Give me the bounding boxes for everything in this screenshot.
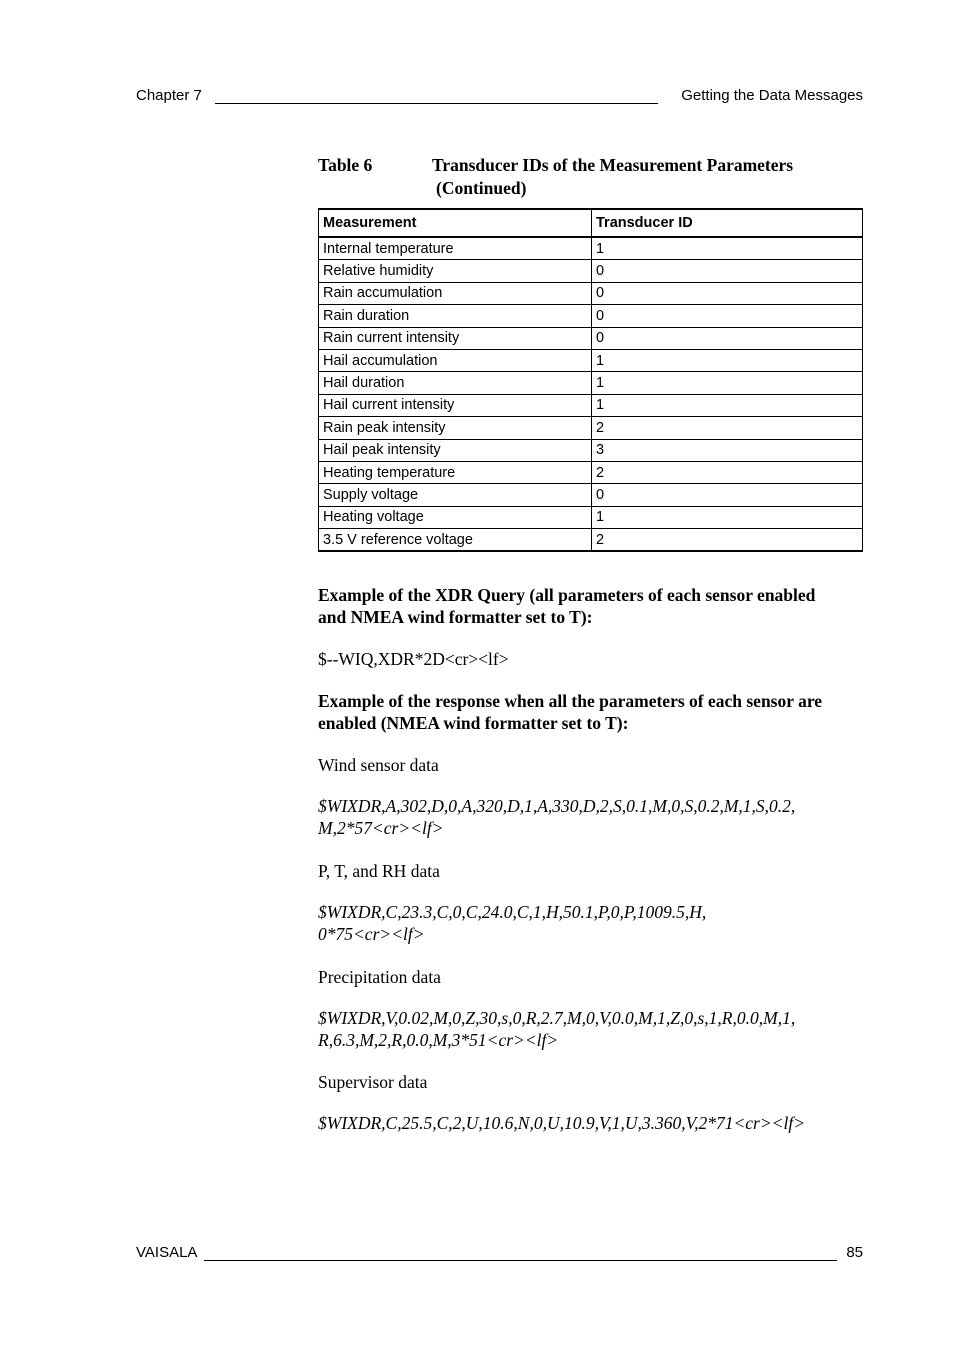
section-title: Getting the Data Messages [681, 87, 863, 104]
transducer-id-cell: 0 [592, 305, 863, 327]
measurement-cell: Hail duration [319, 372, 592, 394]
query-heading [318, 584, 863, 628]
measurement-cell: Supply voltage [319, 484, 592, 506]
table-row [319, 349, 863, 371]
table-row [319, 305, 863, 327]
precip-response-line2: R,6.3,M,2,R,0.0,M,3*51<cr><lf> [318, 1030, 559, 1050]
transducer-id-cell: 0 [592, 484, 863, 506]
table-row [319, 529, 863, 552]
table-row [319, 439, 863, 461]
measurement-cell: Rain current intensity [319, 327, 592, 349]
page-number: 85 [846, 1244, 863, 1261]
measurement-cell: Heating temperature [319, 461, 592, 483]
table-row [319, 237, 863, 260]
measurement-cell: Internal temperature [319, 237, 592, 260]
table-row [319, 260, 863, 282]
header-rule [215, 103, 658, 104]
wind-label: Wind sensor data [318, 755, 439, 775]
precip-label: Precipitation data [318, 967, 441, 987]
table-row [319, 417, 863, 439]
query-heading-line2: and NMEA wind formatter set to T): [318, 607, 593, 627]
response-heading-line2: enabled (NMEA wind formatter set to T): [318, 713, 629, 733]
wind-response-line1: $WIXDR,A,302,D,0,A,320,D,1,A,330,D,2,S,0.1,M,0,S,0.2,M,1,S,0.2, [318, 796, 796, 816]
query-heading-line1: Example of the XDR Query (all parameters of each sensor enabled [318, 585, 816, 605]
transducer-id-cell: 1 [592, 394, 863, 416]
company-name: VAISALA [136, 1244, 198, 1261]
transducer-id-cell: 0 [592, 282, 863, 304]
table-title-line2: (Continued) [436, 178, 527, 198]
measurement-cell: Hail accumulation [319, 349, 592, 371]
transducer-id-cell: 1 [592, 372, 863, 394]
measurement-cell: Rain accumulation [319, 282, 592, 304]
measurement-cell: Relative humidity [319, 260, 592, 282]
response-heading [318, 690, 863, 734]
column-header-transducer-id: Transducer ID [592, 209, 863, 237]
table-row [319, 506, 863, 528]
transducer-id-cell: 2 [592, 417, 863, 439]
transducer-id-cell: 2 [592, 461, 863, 483]
table-title-line1: Transducer IDs of the Measurement Parameters [432, 155, 794, 175]
pth-response-line1: $WIXDR,C,23.3,C,0,C,24.0,C,1,H,50.1,P,0,P,1009.5,H, [318, 902, 707, 922]
wind-response-line2: M,2*57<cr><lf> [318, 818, 444, 838]
measurement-cell: Hail current intensity [319, 394, 592, 416]
table-row [319, 461, 863, 483]
measurement-cell: 3.5 V reference voltage [319, 529, 592, 552]
measurement-cell: Heating voltage [319, 506, 592, 528]
chapter-label: Chapter 7 [136, 87, 202, 104]
transducer-table [318, 208, 863, 552]
table-row [319, 282, 863, 304]
transducer-id-cell: 1 [592, 506, 863, 528]
pth-response [318, 901, 863, 945]
table-row [319, 394, 863, 416]
pth-label: P, T, and RH data [318, 861, 440, 881]
transducer-id-cell: 0 [592, 327, 863, 349]
footer-rule [204, 1260, 837, 1261]
pth-response-line2: 0*75<cr><lf> [318, 924, 425, 944]
precip-response-line1: $WIXDR,V,0.02,M,0,Z,30,s,0,R,2.7,M,0,V,0.0,M,1,Z,0,s,1,R,0.0,M,1, [318, 1008, 796, 1028]
measurement-cell: Rain duration [319, 305, 592, 327]
table-row [319, 372, 863, 394]
transducer-id-cell: 1 [592, 237, 863, 260]
precip-response [318, 1007, 863, 1051]
transducer-id-cell: 1 [592, 349, 863, 371]
supervisor-label: Supervisor data [318, 1072, 428, 1092]
table-row [319, 484, 863, 506]
table-header-row [319, 209, 863, 237]
transducer-id-cell: 0 [592, 260, 863, 282]
query-example: $--WIQ,XDR*2D<cr><lf> [318, 649, 509, 669]
transducer-id-cell: 2 [592, 529, 863, 552]
supervisor-response: $WIXDR,C,25.5,C,2,U,10.6,N,0,U,10.9,V,1,U,3.360,V,2*71<cr><lf> [318, 1113, 806, 1133]
transducer-id-cell: 3 [592, 439, 863, 461]
page-footer [136, 1243, 863, 1263]
wind-response [318, 795, 863, 839]
measurement-cell: Rain peak intensity [319, 417, 592, 439]
page-header [136, 86, 863, 106]
column-header-measurement: Measurement [319, 209, 592, 237]
measurement-cell: Hail peak intensity [319, 439, 592, 461]
table-number: Table 6 [318, 155, 373, 175]
response-heading-line1: Example of the response when all the parameters of each sensor are [318, 691, 823, 711]
table-title [432, 154, 852, 200]
table-row [319, 327, 863, 349]
